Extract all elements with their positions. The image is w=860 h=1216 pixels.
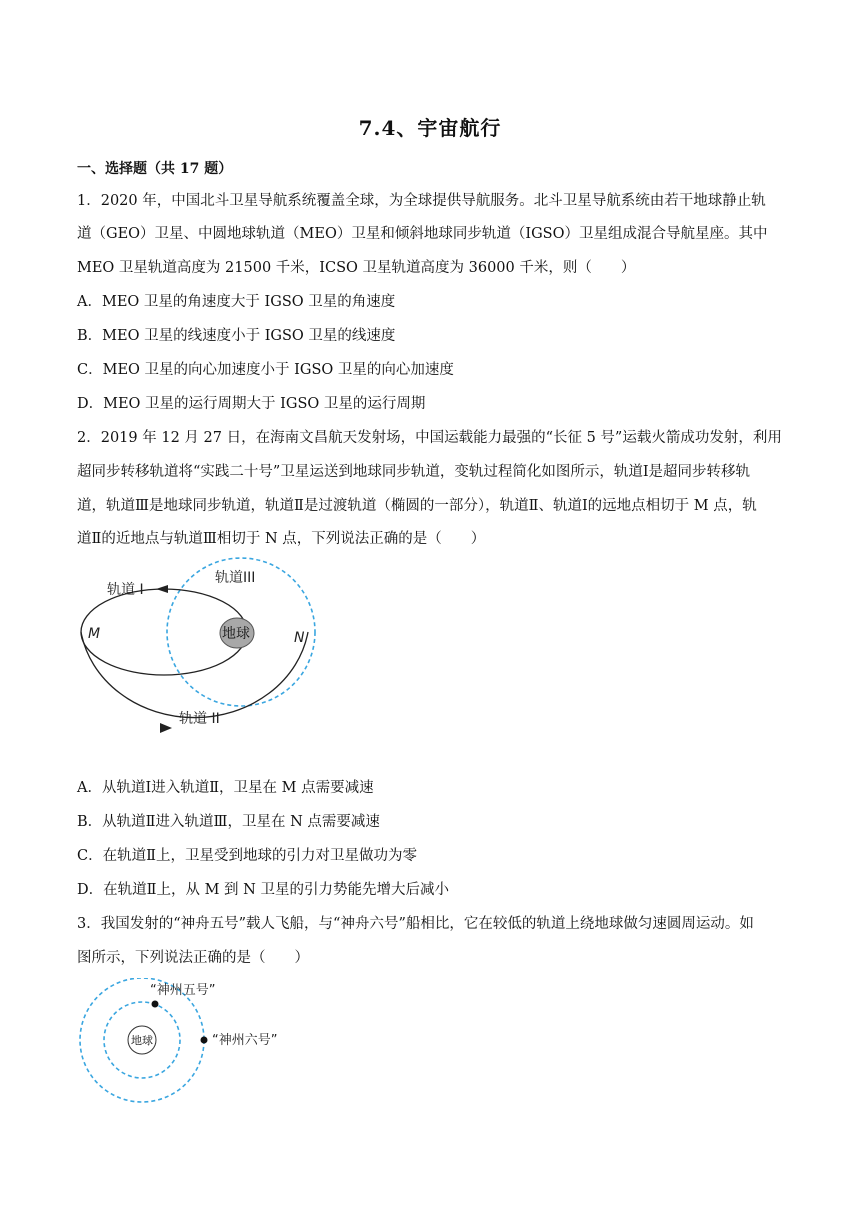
spacecraft-orbit-diagram (78, 978, 318, 1104)
orbit-2-path (81, 632, 308, 718)
q1-option-b: B．MEO 卫星的线速度小于 IGSO 卫星的线速度 (77, 328, 396, 344)
earth-label: 地球 (131, 1034, 153, 1047)
section-heading: 一、选择题（共 17 题） (77, 161, 233, 177)
shenzhou-6-label: “神州六号” (212, 1033, 278, 1048)
orbit-3-label: 轨道III (215, 570, 256, 586)
q2-option-a: A．从轨道Ⅰ进入轨道Ⅱ，卫星在 M 点需要减速 (77, 780, 374, 796)
shenzhou-5-dot (152, 1001, 159, 1008)
q2-option-d: D．在轨道Ⅱ上，从 M 到 N 卫星的引力势能先增大后减小 (77, 882, 449, 898)
q2-line-2: 超同步转移轨道将“实践二十号”卫星运送到地球同步轨道，变轨过程简化如图所示，轨道Ⅰ是超同步转移轨 (77, 464, 751, 480)
q1-option-c: C．MEO 卫星的向心加速度小于 IGSO 卫星的向心加速度 (77, 362, 454, 378)
orbit-2-label: 轨道 II (179, 711, 220, 727)
q1-option-d: D．MEO 卫星的运行周期大于 IGSO 卫星的运行周期 (77, 396, 426, 412)
q2-line-3: 道，轨道Ⅲ是地球同步轨道，轨道Ⅱ是过渡轨道（椭圆的一部分），轨道Ⅱ、轨道Ⅰ的远地点相切于 M 点，轨 (77, 498, 757, 514)
q1-line-3: MEO 卫星轨道高度为 21500 千米，ICSO 卫星轨道高度为 36000 千米，则（ ） (77, 260, 636, 276)
q1-line-2: 道（GEO）卫星、中圆地球轨道（MEO）卫星和倾斜地球同步轨道（IGSO）卫星组成混合导航星座。其中 (77, 226, 768, 242)
q2-line-4: 道Ⅱ的近地点与轨道Ⅲ相切于 N 点，下列说法正确的是（ ） (77, 531, 486, 547)
shenzhou-6-dot (201, 1037, 208, 1044)
shenzhou-5-label: “神州五号” (150, 983, 216, 998)
q2-line-1: 2．2019 年 12 月 27 日，在海南文昌航天发射场，中国运载能力最强的“长征 5 号”运载火箭成功发射，利用 (77, 430, 782, 446)
orbit-1-arrow-icon (156, 585, 168, 593)
q2-option-b: B．从轨道Ⅱ进入轨道Ⅲ，卫星在 N 点需要减速 (77, 814, 380, 830)
point-m-label: M (88, 626, 101, 642)
q1-line-1: 1．2020 年，中国北斗卫星导航系统覆盖全球，为全球提供导航服务。北斗卫星导航系统由若干地球静止轨 (77, 193, 766, 209)
q2-option-c: C．在轨道Ⅱ上，卫星受到地球的引力对卫星做功为零 (77, 848, 417, 864)
q3-line-1: 3．我国发射的“神舟五号”载人飞船，与“神舟六号”船相比，它在较低的轨道上绕地球做匀速圆周运动。如 (77, 916, 754, 932)
page-title: 7.4、宇宙航行 (358, 116, 502, 140)
q1-option-a: A．MEO 卫星的角速度大于 IGSO 卫星的角速度 (77, 294, 396, 310)
orbit-transfer-diagram (76, 552, 316, 742)
q3-line-2: 图所示，下列说法正确的是（ ） (77, 950, 309, 966)
point-n-label: N (294, 630, 305, 646)
earth-label: 地球 (222, 626, 250, 642)
orbit-1-label: 轨道 I (107, 582, 144, 598)
orbit-2-arrow-icon (160, 723, 172, 733)
